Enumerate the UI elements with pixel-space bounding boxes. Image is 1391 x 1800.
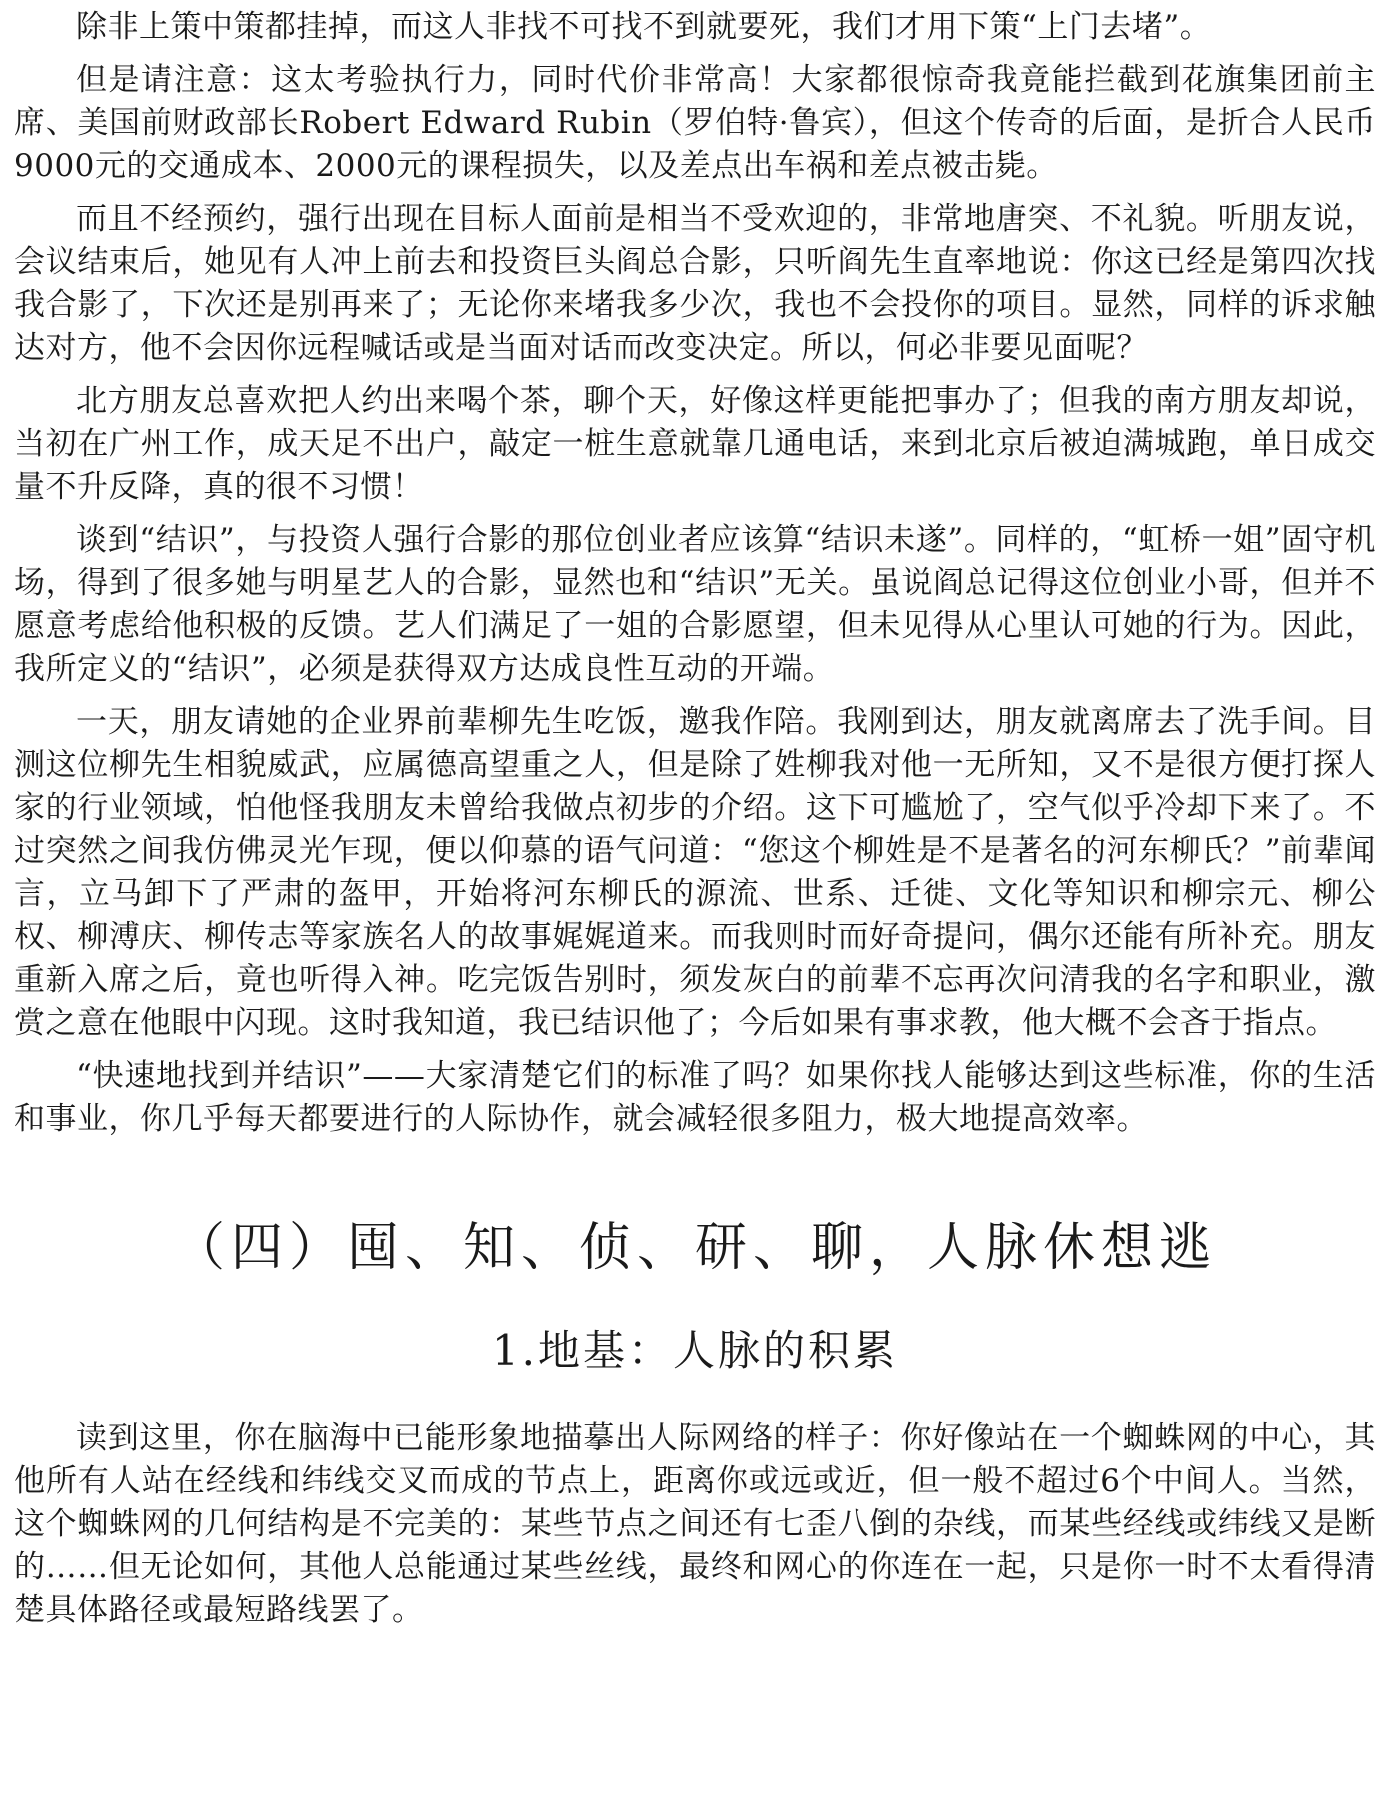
subsection-heading: 1.地基：人脉的积累 [491, 1326, 899, 1375]
section-heading: （四）囤、知、侦、研、聊，人脉休想逃 [172, 1218, 1217, 1278]
paragraph-8: 读到这里，你在脑海中已能形象地描摹出人际网络的样子：你好像站在一个蜘蛛网的中心，其他所有人站在经线和纬线交叉而成的节点上，距离你或远或近，但一般不超过6个中间人。当然，这个蜘蛛网的几何结构是不完美的：某些节点之间还有七歪八倒的杂线，而某些经线或纬线又是断的……但无论如何，其他人总能通过某些丝线，最终和网心的你连在一起，只是你一时不太看得清楚具体路径或最短路线罢了。 [14, 1420, 1376, 1628]
paragraph-5: 谈到“结识”，与投资人强行合影的那位创业者应该算“结识未遂”。同样的，“虹桥一姐”固守机场，得到了很多她与明星艺人的合影，显然也和“结识”无关。虽说阎总记得这位创业小哥，但并不愿意考虑给他积极的反馈。艺人们满足了一姐的合影愿望，但未见得从心里认可她的行为。因此，我所定义的“结识”，必须是获得双方达成良性互动的开端。 [14, 522, 1376, 687]
paragraph-6: 一天，朋友请她的企业界前辈柳先生吃饭，邀我作陪。我刚到达，朋友就离席去了洗手间。目测这位柳先生相貌威武，应属德高望重之人，但是除了姓柳我对他一无所知，又不是很方便打探人家的行业领域，怕他怪我朋友未曾给我做点初步的介绍。这下可尴尬了，空气似乎冷却下来了。不过突然之间我仿佛灵光乍现，便以仰慕的语气问道：“您这个柳姓是不是著名的河东柳氏？”前辈闻言，立马卸下了严肃的盔甲，开始将河东柳氏的源流、世系、迁徙、文化等知识和柳宗元、柳公权、柳溥庆、柳传志等家族名人的故事娓娓道来。而我则时而好奇提问，偶尔还能有所补充。朋友重新入席之后，竟也听得入神。吃完饭告别时，须发灰白的前辈不忘再次问清我的名字和职业，激赏之意在他眼中闪现。这时我知道，我已结识他了；今后如果有事求教，他大概不会吝于指点。 [14, 704, 1376, 1041]
paragraph-3: 而且不经预约，强行出现在目标人面前是相当不受欢迎的，非常地唐突、不礼貌。听朋友说，会议结束后，她见有人冲上前去和投资巨头阎总合影，只听阎先生直率地说：你这已经是第四次找我合影了，下次还是别再来了；无论你来堵我多少次，我也不会投你的项目。显然，同样的诉求触达对方，他不会因你远程喊话或是当面对话而改变决定。所以，何必非要见面呢？ [14, 201, 1376, 366]
paragraph-2: 但是请注意：这太考验执行力，同时代价非常高！大家都很惊奇我竟能拦截到花旗集团前主席、美国前财政部长Robert Edward Rubin（罗伯特·鲁宾），但这个传奇的后面，是折合人民币9000元的交通成本、2000元的课程损失，以及差点出车祸和差点被击毙。 [14, 62, 1376, 184]
paragraph-1: 除非上策中策都挂掉，而这人非找不可找不到就要死，我们才用下策“上门去堵”。 [76, 9, 1212, 45]
paragraph-4: 北方朋友总喜欢把人约出来喝个茶，聊个天，好像这样更能把事办了；但我的南方朋友却说，当初在广州工作，成天足不出户，敲定一桩生意就靠几通电话，来到北京后被迫满城跑，单日成交量不升反降，真的很不习惯！ [14, 383, 1376, 505]
paragraph-7: “快速地找到并结识”——大家清楚它们的标准了吗？如果你找人能够达到这些标准，你的生活和事业，你几乎每天都要进行的人际协作，就会减轻很多阻力，极大地提高效率。 [14, 1058, 1376, 1137]
document-page [14, 6, 1376, 1642]
